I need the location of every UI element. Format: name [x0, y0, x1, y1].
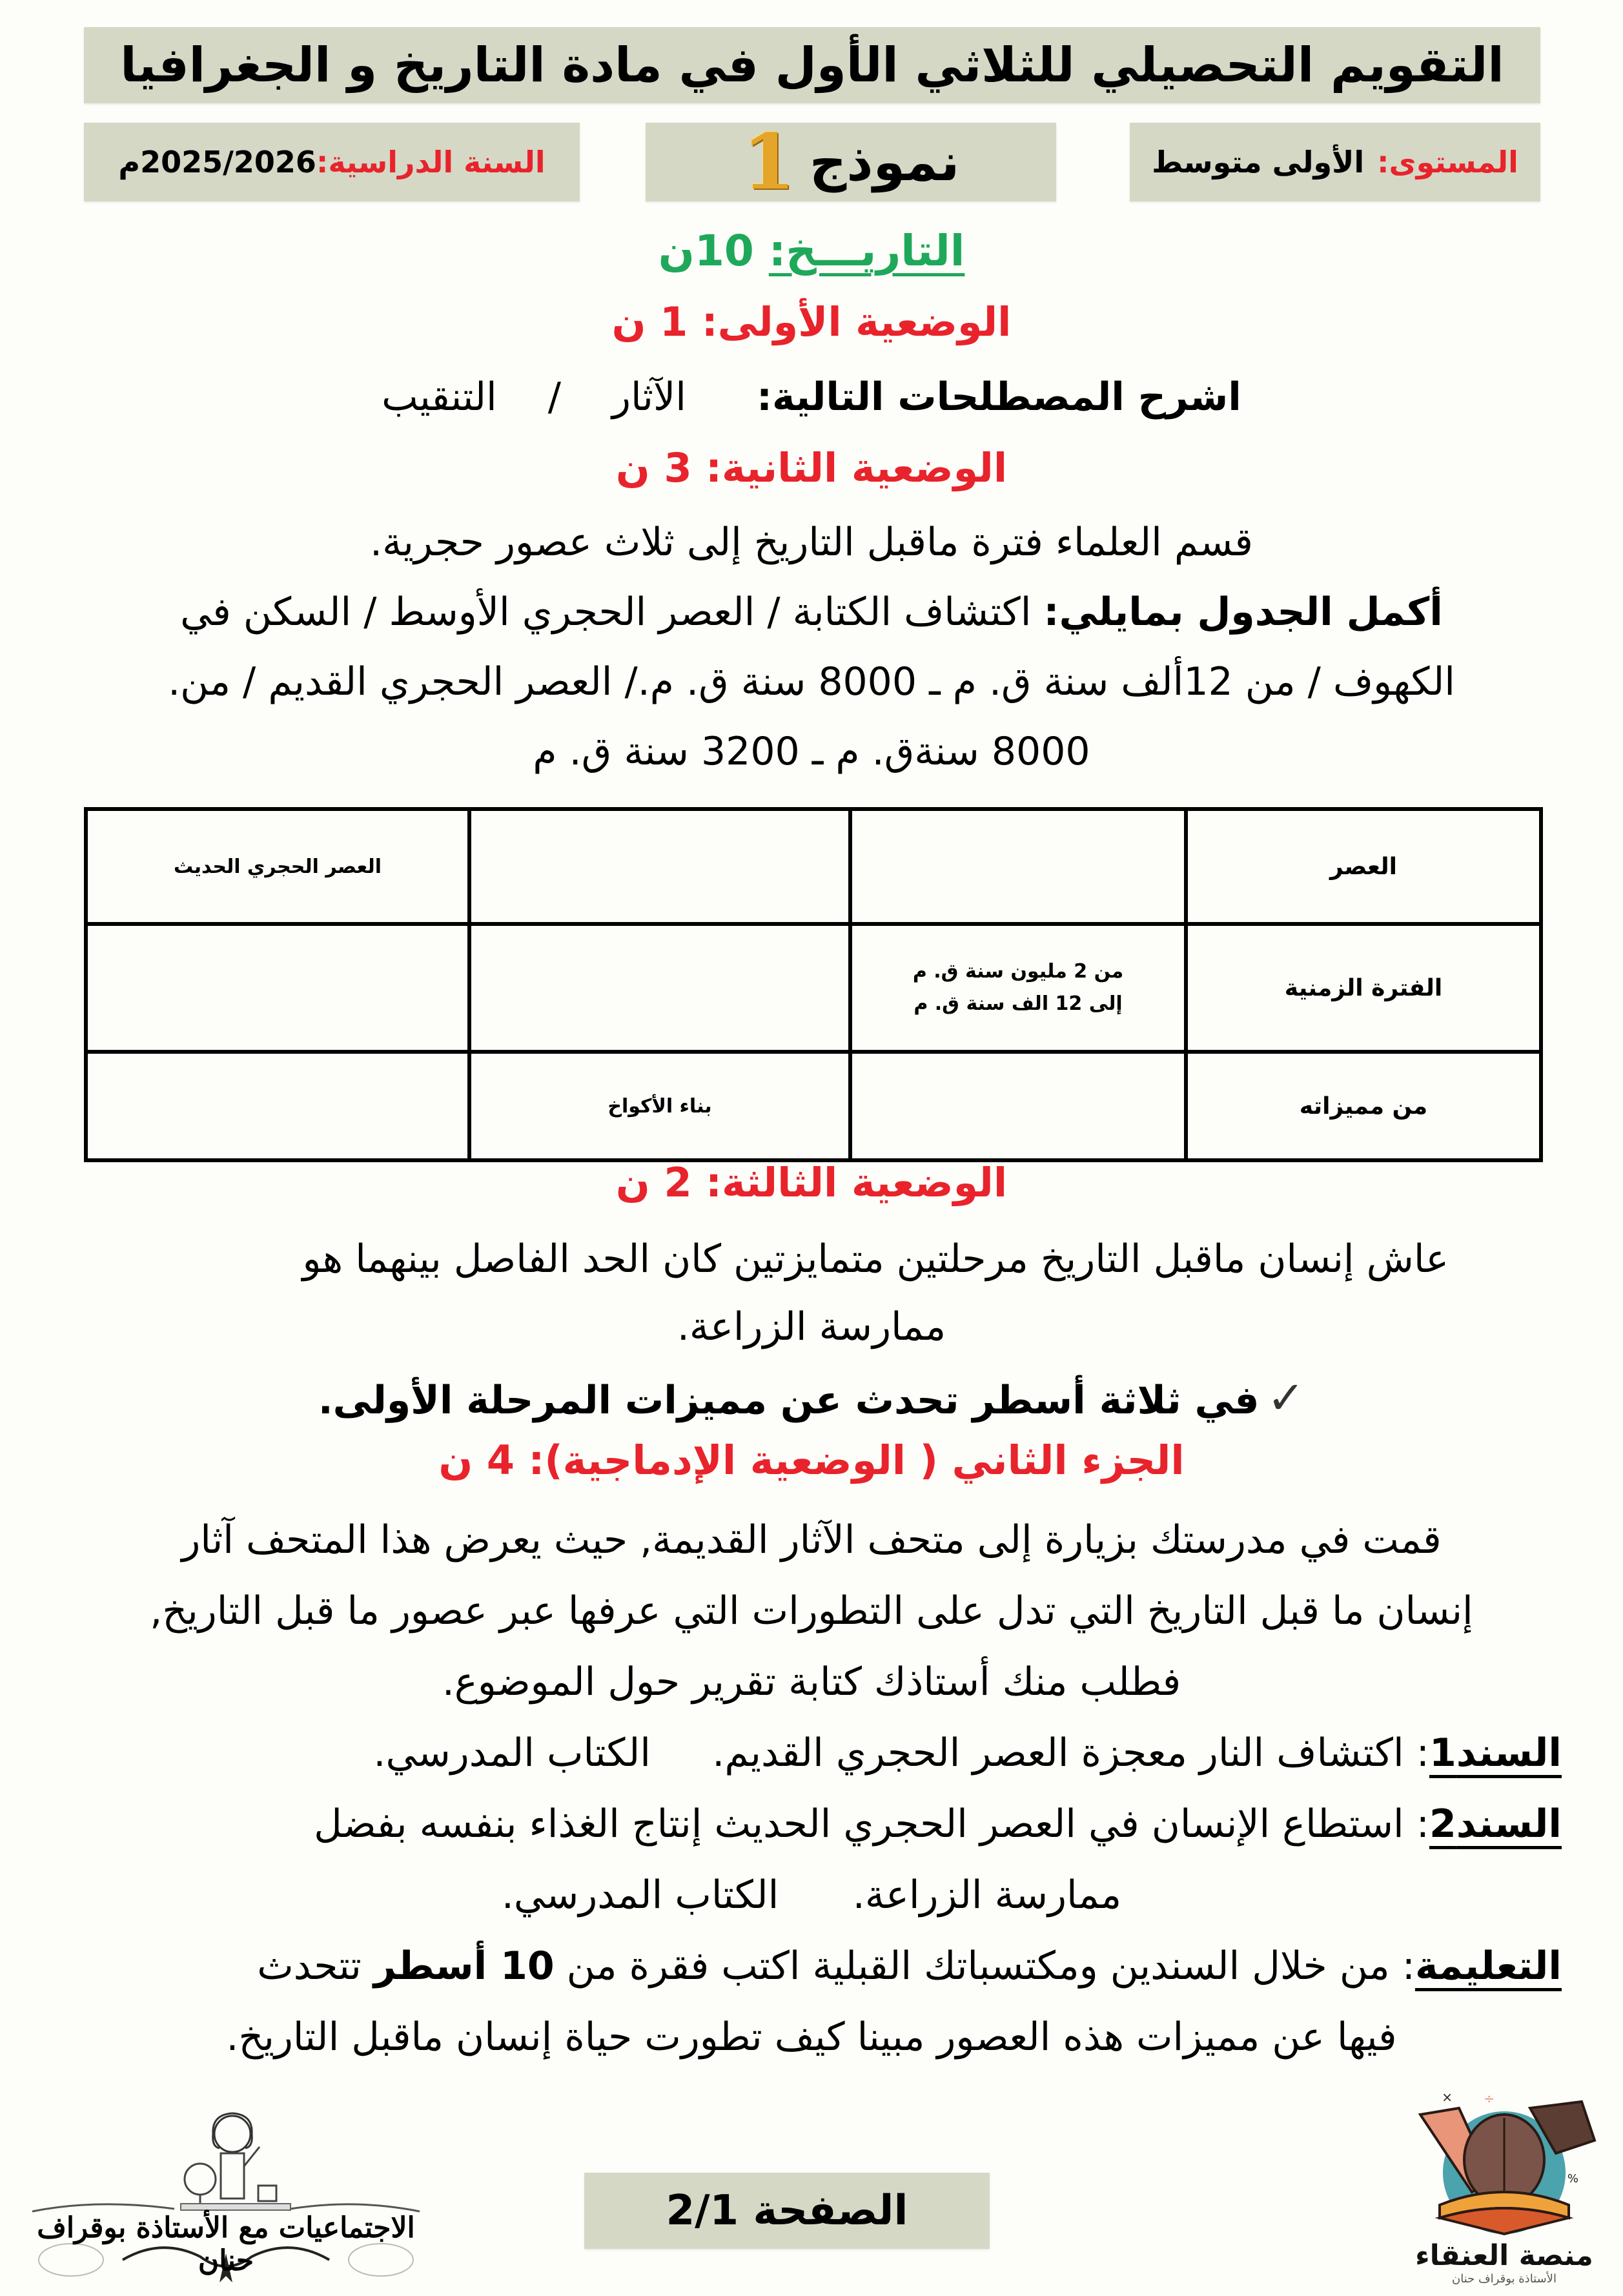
table-row-features — [86, 1052, 1541, 1160]
school-year-box — [84, 123, 580, 201]
term-artifacts: الآثار — [612, 374, 686, 420]
level-box — [1130, 123, 1540, 201]
table-cell-period-mesolithic[interactable] — [469, 924, 850, 1052]
page-number: الصفحة 2/1 — [666, 2187, 908, 2235]
term-separator: / — [547, 374, 561, 420]
part2-text-line2: إنسان ما قبل التاريخ التي تدل على التطورات التي عرفها عبر عصور ما قبل التاريخ, — [150, 1588, 1473, 1634]
table-cell-era-paleolithic[interactable] — [850, 809, 1186, 924]
table-cell-features-paleolithic[interactable] — [850, 1052, 1186, 1160]
table-cell-period-neolithic[interactable] — [86, 924, 469, 1052]
svg-text:÷: ÷ — [1484, 2091, 1495, 2106]
document1-label: السند1 — [1429, 1730, 1562, 1776]
teacher-logo-left — [19, 2089, 433, 2289]
situation3-title: الوضعية الثالثة: 2 ن — [615, 1159, 1008, 1206]
part2-text-line1: قمت في مدرستك بزيارة إلى متحف الآثار القديمة, حيث يعرض هذا المتحف آثار — [181, 1517, 1442, 1563]
svg-text:%: % — [1567, 2172, 1578, 2186]
situation2-instruction-label: أكمل الجدول بمايلي: — [1043, 589, 1443, 635]
table-cell-period-header: الفترة الزمنية — [1186, 924, 1541, 1052]
level-value: الأولى متوسط — [1152, 145, 1365, 179]
table-cell-era-mesolithic[interactable] — [469, 809, 850, 924]
part2-title: الجزء الثاني ( الوضعية الإدماجية): 4 ن — [438, 1437, 1185, 1484]
situation3-text1: عاش إنسان ماقبل التاريخ مرحلتين متمايزتين كان الحد الفاصل بينهما هو — [302, 1236, 1449, 1282]
instruction-label: التعليمة — [1414, 1943, 1562, 1989]
document2-line1 — [0, 1789, 1562, 1860]
history-points: 10ن — [658, 226, 754, 276]
table-row-period — [86, 924, 1541, 1052]
instruction-pre: : من خلال السندين ومكتسباتك القبلية اكتب فقرة من — [554, 1943, 1415, 1989]
level-label: المستوى: — [1377, 145, 1518, 179]
document2-text1: : استطاع الإنسان في العصر الحجري الحديث إنتاج الغذاء بنفسه بفضل — [314, 1801, 1429, 1847]
part2-text-line3: فطلب منك أستاذك كتابة تقرير حول الموضوع. — [442, 1659, 1181, 1705]
situation1-instruction-line — [0, 362, 1623, 433]
situation2-title: الوضعية الثانية: 3 ن — [615, 444, 1008, 491]
checkmark-icon: ✓ — [1267, 1371, 1305, 1424]
situation2-instruction-line3: 8000 سنةق. م ـ 3200 سنة ق. م — [533, 729, 1090, 774]
document2-line2: ممارسة الزراعة. الكتاب المدرسي. — [501, 1872, 1122, 1918]
title-banner — [84, 27, 1540, 103]
situation1-instruction: اشرح المصطلحات التالية: — [756, 374, 1241, 420]
document1-line — [0, 1717, 1562, 1789]
table-cell-features-neolithic[interactable] — [86, 1052, 469, 1160]
platform-logo-right — [1401, 2089, 1608, 2289]
instruction-bold: 10 أسطر — [373, 1943, 555, 1989]
svg-text:×: × — [1442, 2089, 1453, 2105]
school-year-label: السنة الدراسية: — [316, 145, 546, 179]
school-year-value: 2025/2026م — [118, 145, 316, 179]
model-label: نموذج — [809, 132, 960, 192]
table-cell-era-neolithic: العصر الحجري الحديث — [86, 809, 469, 924]
situation3-task-line — [0, 1362, 1623, 1436]
situation3-text-line2: ممارسة الزراعة. — [677, 1304, 946, 1349]
logo-right-title: منصة العنقاء — [1415, 2239, 1593, 2272]
brain-book-logo-icon — [1401, 2089, 1608, 2237]
situation1-title: الوضعية الأولى: 1 ن — [611, 298, 1012, 345]
gold-number-one-icon: 1 — [742, 117, 795, 207]
situation2-instruction-line2: الكهوف / من 12ألف سنة ق. م ـ 8000 سنة ق. م./ العصر الحجري القديم / من. — [168, 659, 1455, 704]
situation3-text-line1 — [0, 1224, 1449, 1295]
table-cell-features-header: من مميزاته — [1186, 1052, 1541, 1160]
situation2-intro: قسم العلماء فترة ماقبل التاريخ إلى ثلاث عصور حجرية. — [370, 520, 1253, 565]
history-title: التاريـــخ: — [768, 226, 965, 276]
model-box — [646, 117, 1056, 207]
periods-table — [84, 807, 1543, 1162]
page-number-box — [584, 2173, 990, 2249]
instruction-line1 — [0, 1931, 1562, 2002]
table-cell-features-mesolithic: بناء الأكواخ — [469, 1052, 850, 1160]
table-cell-era-header: العصر — [1186, 809, 1541, 924]
document2-label: السند2 — [1429, 1801, 1562, 1847]
history-heading — [0, 226, 1623, 276]
situation2-instruction-text1: اكتشاف الكتابة / العصر الحجري الأوسط / السكن في — [180, 589, 1044, 635]
instruction-post: تتحدث — [257, 1943, 374, 1989]
exam-title: التقويم التحصيلي للثلاثي الأول في مادة التاريخ و الجغرافيا — [120, 37, 1504, 93]
logo-left-text: الاجتماعيات مع الأستاذة بوقراف حنان — [37, 2211, 415, 2277]
situation3-task: في ثلاثة أسطر تحدث عن مميزات المرحلة الأولى. — [318, 1378, 1260, 1423]
document1-text: : اكتشاف النار معجزة العصر الحجري القديم. الكتاب المدرسي. — [373, 1730, 1429, 1776]
term-excavation: التنقيب — [382, 374, 497, 420]
table-cell-period-paleolithic: من 2 مليون سنة ق. م إلى 12 الف سنة ق. م — [850, 924, 1186, 1052]
situation2-instruction-line1 — [0, 577, 1623, 648]
table-row-era — [86, 809, 1541, 924]
logo-right-subtitle: الأستاذة بوقراف حنان — [1452, 2272, 1557, 2286]
instruction-line2: فيها عن مميزات هذه العصور مبينا كيف تطورت حياة إنسان ماقبل التاريخ. — [226, 2014, 1397, 2060]
